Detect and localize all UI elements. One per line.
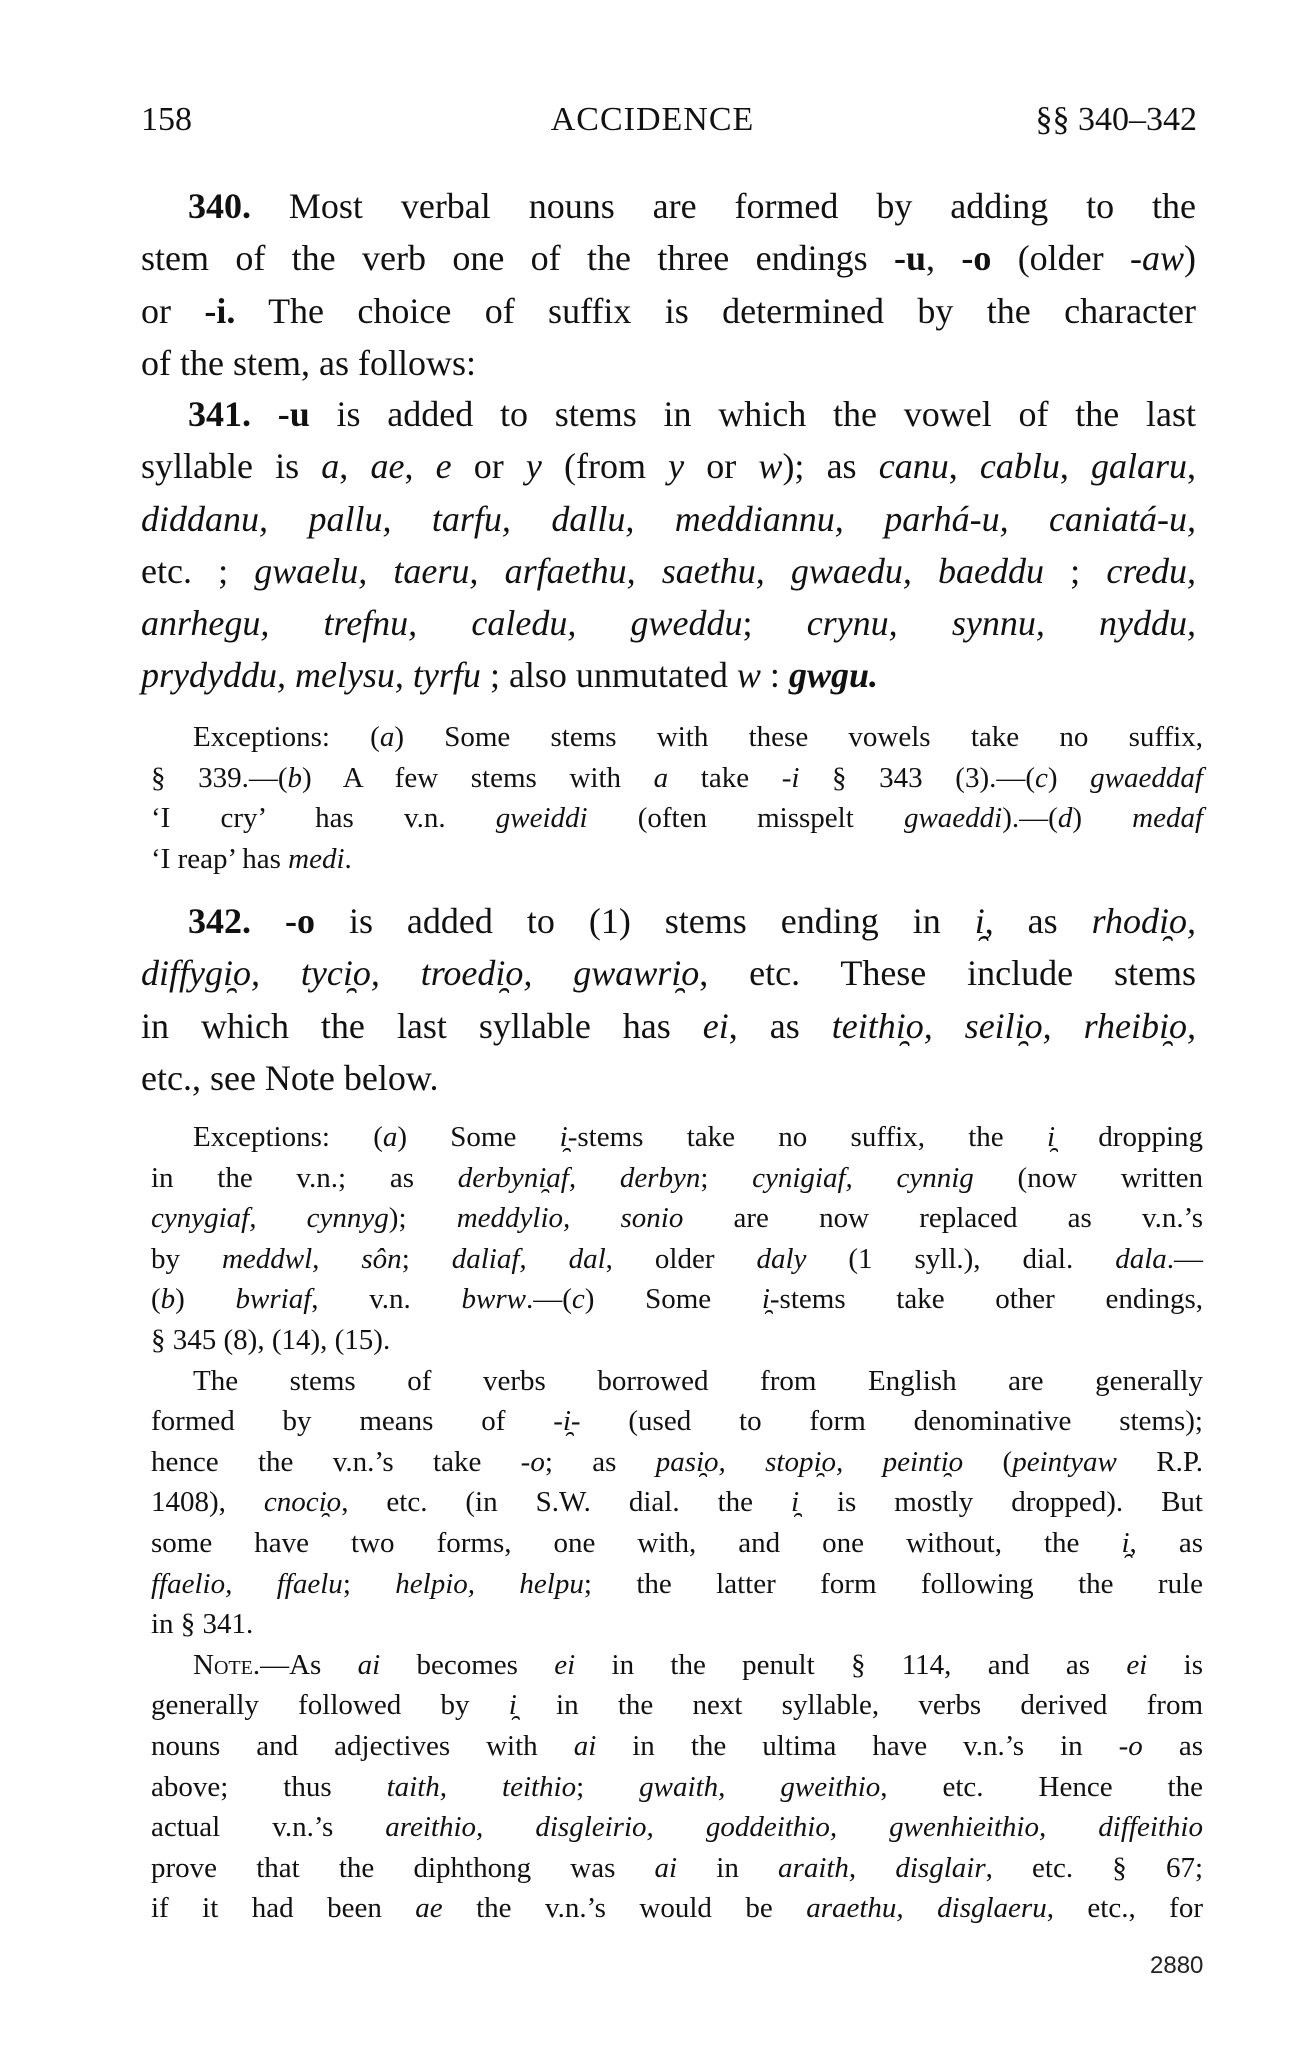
- text-run: i̯: [761, 1283, 770, 1316]
- text-run: anrhegu, trefnu, caledu, gweddu: [141, 603, 743, 644]
- text-run: take: [668, 761, 782, 794]
- section-340: [141, 180, 1196, 389]
- text-run: prydyddu, melysu, tyrfu: [141, 655, 481, 696]
- text-run: .—(: [525, 1283, 572, 1316]
- text-run: , etc. These include stems: [699, 953, 1196, 994]
- text-run: -u: [277, 394, 310, 434]
- text-line: [151, 1401, 1203, 1442]
- text-line: [151, 717, 1203, 758]
- text-run: gwaith, gweithio: [639, 1770, 881, 1803]
- text-run: galaru: [1091, 446, 1188, 487]
- text-run: ai: [654, 1851, 678, 1884]
- text-run: is mostly dropped). But: [799, 1486, 1203, 1519]
- text-run: ; the latter form following the rule: [583, 1567, 1204, 1600]
- text-run: are now replaced as v.n.’s: [683, 1202, 1203, 1235]
- text-run: dropping: [1055, 1121, 1203, 1153]
- text-run: ai: [357, 1648, 381, 1681]
- text-run: ffaelio, ffaelu: [151, 1567, 343, 1600]
- text-line: [141, 947, 1196, 999]
- text-run: ).—(: [1002, 802, 1058, 835]
- text-run: );: [388, 1202, 457, 1235]
- text-run: Note: [193, 1648, 253, 1681]
- text-run: if it had been: [151, 1892, 416, 1925]
- text-run: some have two forms, one with, and one without, the: [151, 1526, 1122, 1559]
- text-run: -stems take no suffix, the: [567, 1121, 1047, 1153]
- text-run: or: [141, 290, 205, 331]
- text-run: 341.: [188, 394, 251, 434]
- text-run: 340.: [188, 186, 251, 226]
- text-run: ;: [1044, 550, 1107, 591]
- text-run: ,: [925, 238, 962, 279]
- text-run: ei: [554, 1648, 576, 1681]
- text-line: [151, 1685, 1203, 1726]
- text-run: areithio, disgleirio, goddeithio, gwenhieithio, diffeithio: [385, 1811, 1203, 1844]
- text-run: ): [1047, 761, 1091, 794]
- exceptions-341: [151, 717, 1203, 879]
- text-run: i̯: [508, 1689, 517, 1722]
- text-run: a: [382, 1121, 398, 1153]
- text-run: taith, teithio: [386, 1770, 577, 1803]
- text-line: [151, 1158, 1203, 1199]
- page-number: 158: [141, 101, 192, 138]
- text-run: meddwl, sôn: [221, 1242, 402, 1275]
- text-run: -u: [893, 238, 926, 279]
- text-line: [141, 895, 1196, 947]
- text-run: derbyni̯af, derbyn: [457, 1161, 701, 1194]
- text-line: [151, 1239, 1203, 1280]
- text-run: in the ultima have v.n.’s in: [596, 1729, 1119, 1762]
- text-run: ): [1072, 802, 1133, 835]
- section-341: [141, 388, 1196, 702]
- text-run: :: [760, 655, 789, 696]
- exceptions-342-and-note: [151, 1117, 1203, 1929]
- folio-number: 2880: [1150, 1952, 1204, 1979]
- text-run: d: [1057, 802, 1073, 835]
- text-run: ,: [339, 446, 371, 487]
- text-run: ‘I reap’ has: [151, 842, 289, 875]
- text-run: a: [379, 721, 395, 753]
- text-run: bwrw: [461, 1283, 526, 1316]
- text-run: , etc. (in S.W. dial. the: [341, 1486, 791, 1519]
- text-run: ,: [1059, 446, 1092, 487]
- text-run: i̯: [1121, 1526, 1130, 1559]
- text-run: ai: [573, 1729, 597, 1762]
- text-run: , etc. § 67;: [985, 1851, 1203, 1884]
- text-line: [141, 232, 1196, 284]
- text-run: cnoci̯o: [263, 1486, 342, 1519]
- text-run: cablu: [979, 446, 1060, 487]
- text-run: ,: [1187, 446, 1197, 487]
- text-run: daly: [756, 1242, 807, 1275]
- text-run: meddylio, sonio: [456, 1202, 684, 1235]
- text-run: (: [963, 1445, 1013, 1478]
- text-run: Exceptions: (: [193, 1121, 383, 1153]
- text-run: , etc., for: [1046, 1892, 1203, 1925]
- text-run: ) Some: [397, 1121, 560, 1153]
- text-run: medaf: [1132, 802, 1203, 835]
- text-run: ): [175, 1283, 236, 1316]
- text-run: § 339.—(: [151, 761, 288, 794]
- text-run: credu,: [1106, 550, 1196, 591]
- text-run: ;: [576, 1770, 640, 1803]
- text-run: ): [1184, 238, 1197, 279]
- text-run: a: [321, 446, 340, 487]
- text-run: araethu, disglaeru: [806, 1892, 1047, 1925]
- text-run: teithi̯o, seili̯o, rheibi̯o,: [831, 1005, 1196, 1046]
- text-run: above; thus: [151, 1770, 387, 1803]
- text-run: in § 341.: [151, 1608, 254, 1641]
- text-run: canu: [878, 446, 949, 487]
- text-run: crynu, synnu, nyddu,: [806, 603, 1196, 644]
- text-run: is: [1147, 1648, 1203, 1681]
- text-run: ae: [370, 446, 405, 487]
- text-run: helpio, helpu: [395, 1567, 584, 1600]
- text-run: pasi̯o, stopi̯o, peinti̯o: [655, 1445, 964, 1478]
- text-run: cynigiaf, cynnig: [752, 1161, 974, 1194]
- text-run: dala: [1115, 1242, 1167, 1275]
- text-run: in the next syllable, verbs derived from: [516, 1689, 1203, 1722]
- text-run: a: [653, 761, 669, 794]
- text-run: -i.: [204, 290, 236, 331]
- text-run: is added to (1) stems ending in: [314, 901, 975, 941]
- text-line: [151, 1523, 1203, 1564]
- text-line: [141, 180, 1196, 232]
- text-run: in the penult § 114, and as: [575, 1648, 1127, 1681]
- text-run: ,: [404, 446, 436, 487]
- text-run: -o: [284, 901, 315, 941]
- text-run: becomes: [380, 1648, 555, 1681]
- text-line: [141, 1052, 1196, 1104]
- text-run: [1117, 1446, 1156, 1478]
- text-run: -stems take other endings,: [769, 1283, 1203, 1316]
- text-run: prove that the diphthong was: [151, 1851, 655, 1884]
- text-line: [151, 1198, 1203, 1239]
- text-run: gwaeddi: [903, 802, 1003, 835]
- text-run: y: [525, 446, 542, 487]
- text-run: e: [435, 446, 452, 487]
- text-run: by: [151, 1242, 222, 1275]
- text-run: c: [1035, 761, 1048, 794]
- text-run: i̯: [790, 1486, 800, 1519]
- text-run: or: [684, 446, 759, 487]
- text-run: .—: [1166, 1242, 1204, 1275]
- text-run: hence the v.n.’s take: [151, 1445, 521, 1478]
- text-run: syllable is: [141, 446, 322, 487]
- text-run: , as: [1129, 1526, 1203, 1559]
- text-run: ;: [742, 603, 807, 644]
- text-run: (from: [541, 446, 669, 487]
- text-run: ; also unmutated: [480, 655, 737, 696]
- text-line: [141, 649, 1196, 701]
- text-run: i̯: [1046, 1121, 1055, 1153]
- text-run: etc. ;: [141, 550, 255, 591]
- text-line: [151, 1848, 1203, 1889]
- text-run: , as: [984, 901, 1092, 941]
- text-line: [141, 440, 1196, 492]
- text-run: § 345 (8), (14), (15).: [151, 1323, 391, 1356]
- text-run: ei: [702, 1005, 729, 1046]
- text-line: [151, 1279, 1203, 1320]
- text-line: [151, 1442, 1203, 1483]
- text-run: actual v.n.’s: [151, 1811, 386, 1844]
- text-run: ) Some stems with these vowels take no suffix,: [394, 721, 1203, 753]
- text-run: w: [758, 446, 783, 487]
- text-run: .—As: [252, 1648, 358, 1681]
- text-run: in: [677, 1851, 779, 1884]
- text-run: ) Some: [584, 1283, 762, 1316]
- text-line: [141, 285, 1196, 337]
- text-run: -o: [961, 238, 992, 279]
- text-run: gweiddi: [495, 802, 588, 835]
- text-run: § 343 (3).—(: [799, 761, 1036, 794]
- text-line: [141, 388, 1196, 440]
- text-run: ); as: [782, 446, 879, 487]
- text-line: [151, 1117, 1203, 1158]
- section-342: [141, 895, 1196, 1104]
- text-run: [251, 901, 285, 941]
- text-run: diddanu, pallu, tarfu, dallu, meddiannu, parhá-u, caniatá-u,: [141, 498, 1196, 539]
- text-run: in the v.n.; as: [151, 1161, 458, 1194]
- text-run: The choice of suffix is determined by the character: [235, 290, 1196, 331]
- text-line: [151, 1807, 1203, 1848]
- text-run: the v.n.’s would be: [442, 1892, 807, 1925]
- text-run: The stems of verbs borrowed from English are generally: [193, 1364, 1203, 1397]
- text-run: ,: [948, 446, 980, 487]
- text-line: [151, 1726, 1203, 1767]
- text-line: [151, 1645, 1203, 1686]
- text-run: ‘I cry’ has v.n.: [151, 802, 496, 835]
- text-line: [151, 798, 1203, 839]
- text-run: 1408),: [151, 1486, 264, 1519]
- text-line: [141, 545, 1196, 597]
- text-run: cynygiaf, cynnyg: [151, 1202, 389, 1235]
- text-run: , etc. Hence the: [880, 1770, 1203, 1803]
- text-line: [141, 1000, 1196, 1052]
- text-line: [151, 1482, 1203, 1523]
- text-run: [251, 394, 278, 434]
- text-run: , v.n.: [311, 1283, 462, 1316]
- text-line: [151, 1564, 1203, 1605]
- text-run: -o: [520, 1445, 545, 1478]
- text-run: gwaeddaf: [1090, 761, 1203, 794]
- text-run: b: [287, 761, 303, 794]
- text-run: w: [736, 655, 761, 696]
- text-run: ae: [415, 1892, 443, 1925]
- text-run: daliaf, dal: [451, 1242, 606, 1275]
- text-run: (often misspelt: [587, 802, 904, 835]
- text-line: [151, 1361, 1203, 1402]
- text-run: b: [160, 1283, 176, 1316]
- section-range: §§ 340–342: [1035, 101, 1197, 138]
- text-line: [151, 1320, 1203, 1361]
- text-run: ;: [700, 1161, 753, 1194]
- text-line: [151, 1767, 1203, 1808]
- text-line: [151, 839, 1203, 880]
- text-run: c: [571, 1283, 585, 1316]
- text-run: etc., see Note below.: [141, 1057, 439, 1098]
- text-run: ; as: [544, 1445, 656, 1478]
- text-line: [141, 597, 1196, 649]
- text-run: nouns and adjectives with: [151, 1729, 574, 1762]
- text-run: Most verbal nouns are formed by adding to the: [251, 186, 1196, 226]
- text-line: [151, 1604, 1203, 1645]
- text-run: (1 syll.), dial.: [806, 1242, 1116, 1275]
- text-run: in which the last syllable has: [141, 1005, 703, 1046]
- text-line: [151, 758, 1203, 799]
- text-run: medi: [288, 842, 345, 875]
- text-run: gwaelu, taeru, arfaethu, saethu, gwaedu, baeddu: [254, 550, 1045, 591]
- text-line: [151, 1888, 1203, 1929]
- text-line: [141, 337, 1196, 389]
- text-run: -o: [1118, 1729, 1143, 1762]
- running-title: ACCIDENCE: [550, 101, 755, 138]
- text-run: gwgu.: [788, 655, 878, 696]
- text-run: formed by means of: [151, 1405, 554, 1438]
- text-run: (used to form denominative stems);: [580, 1405, 1203, 1438]
- text-run: (: [151, 1283, 161, 1316]
- text-run: ) A few stems with: [302, 761, 654, 794]
- text-run: y: [668, 446, 685, 487]
- text-run: araith, disglair: [778, 1851, 986, 1884]
- text-run: , older: [605, 1242, 757, 1275]
- text-run: as: [1142, 1729, 1203, 1762]
- text-run: -aw: [1130, 238, 1185, 279]
- text-run: Exceptions: (: [193, 721, 380, 753]
- text-run: .: [344, 842, 352, 875]
- text-run: i̯: [974, 901, 985, 941]
- text-run: diffygi̯o, tyci̯o, troedi̯o, gwawri̯o: [141, 953, 700, 994]
- text-run: i̯: [559, 1121, 568, 1153]
- text-run: of the stem, as follows:: [141, 342, 476, 383]
- text-run: -i: [781, 761, 800, 794]
- text-run: generally followed by: [151, 1689, 509, 1722]
- text-line: [141, 493, 1196, 545]
- text-run: 342.: [188, 901, 251, 941]
- text-run: ;: [401, 1242, 452, 1275]
- text-run: bwriaf: [235, 1283, 312, 1316]
- text-run: rhodi̯o,: [1091, 901, 1197, 941]
- text-run: -i̯-: [553, 1405, 581, 1438]
- text-run: is added to stems in which the vowel of the last: [309, 394, 1197, 434]
- text-run: , as: [728, 1005, 832, 1046]
- text-run: peintyaw: [1012, 1445, 1117, 1478]
- text-run: (now written: [973, 1161, 1203, 1194]
- text-run: ;: [342, 1567, 396, 1600]
- text-run: or: [451, 446, 526, 487]
- text-run: (older: [991, 238, 1131, 279]
- text-run: stem of the verb one of the three endings: [141, 238, 894, 279]
- text-run: R.P.: [1156, 1445, 1203, 1478]
- text-run: ei: [1126, 1648, 1148, 1681]
